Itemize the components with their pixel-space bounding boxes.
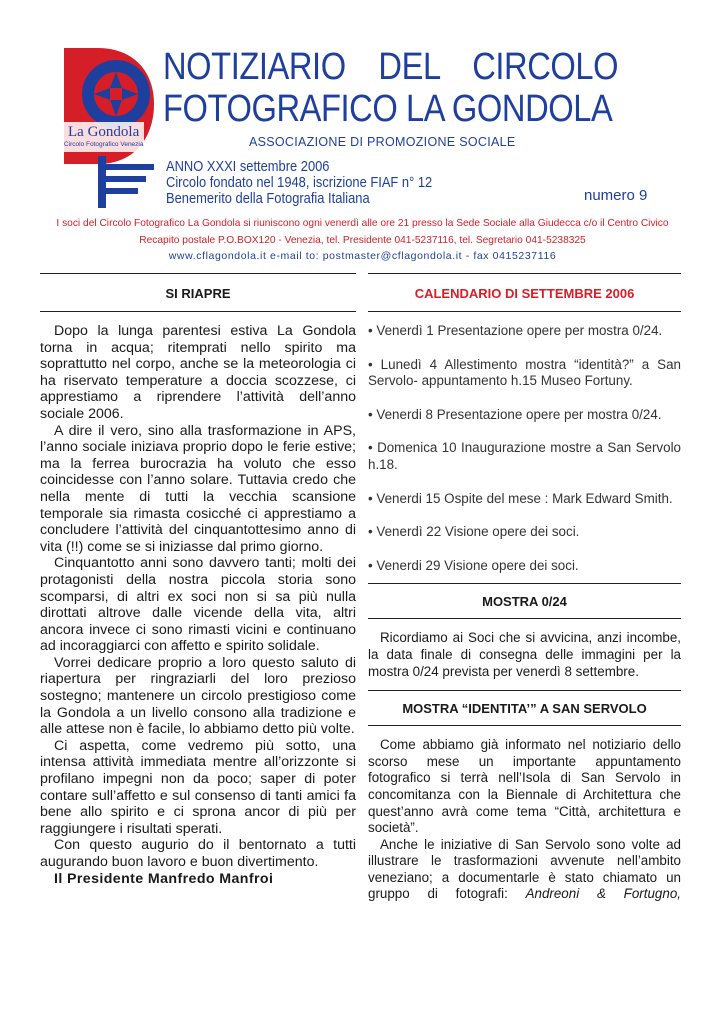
logo-name: La Gondola	[68, 124, 140, 140]
article-paragraph: A dire il vero, sino alla trasformazione in APS, l’anno sociale iniziava proprio dopo le ferie estive; ma la ferrea burocrazia ha voluto che esso coincidesse con l’anno solare. Tuttavia credo che nella mente di tutti la vecchia scansione temporale sia rimasta cosicché ci apprestiamo a concludere l’attività del cinquantottesimo anno di vita (!!) come se si iniziasse dal primo giorno.	[40, 422, 356, 555]
article-paragraph: Dopo la lunga parentesi estiva La Gondola torna in acqua; ritemprati nello spirito ma soprattutto nel corpo, anche se la meteorologia ci ha riservato temperature a doccia scozzese, ci apprestiamo a riprendere l’attività dell’anno sociale 2006.	[40, 323, 356, 422]
info-benemerito: Benemerito della Fotografia Italiana	[166, 190, 370, 207]
section-heading-identita: MOSTRA “IDENTITA’” A SAN SERVOLO	[402, 701, 647, 717]
calendar-item: • Venerdì 1 Presentazione opere per mostra 0/24.	[368, 323, 663, 338]
title-line-2: FOTOGRAFICO LA GONDOLA	[163, 88, 613, 130]
calendar-item: • Venerdi 15 Ospite del mese : Mark Edward Smith.	[368, 490, 673, 506]
section-heading-si-riapre: SI RIAPRE	[165, 286, 231, 301]
contact-line: www.cflagondola.it e-mail to: postmaster@cflagondola.it - fax 0415237116	[168, 250, 557, 262]
right-column	[368, 273, 681, 903]
mostra-paragraph: Ricordiamo ai Soci che si avvicina, anzi incombe, la data finale di consegna delle immagini per la mostra 0/24 prevista per venerdì 8 settembre.	[368, 630, 681, 679]
meeting-line: I soci del Circolo Fotografico La Gondola si riuniscono ogni venerdì alle ore 21 presso la Sede Sociale alla Giudecca c/o il Centro Civico	[56, 218, 669, 229]
calendar-item: • Lunedì 4 Allestimento mostra “identità?” a San Servolo- appuntamento h.15 Museo Fortuny.	[368, 356, 681, 389]
article-paragraph: Cinquantotto anni sono davvero tanti; molti dei protagonisti della nostra piccola storia sono scomparsi, di altri ex soci non si sa più nulla dirottati altrove dalle vicende della vita, altri ancora invece ci sono rimasti vicini e continuano ad incoraggiarci con affetto e spirito solidale.	[40, 555, 356, 655]
calendar-item: • Venerdi 29 Visione opere dei soci.	[368, 557, 579, 573]
left-column	[40, 273, 356, 887]
address-line: Recapito postale P.O.BOX120 - Venezia, tel. Presidente 041-5237116, tel. Segretario 041-5238325	[139, 235, 586, 246]
article-paragraph: Ci aspetta, come vedremo più sotto, una intensa attività immediata mentre all’orizzonte si profilano impegni non da poco; saper di poter contare sull’affetto e sul consenso di tanti amici fa bene allo spirito e ci sprona ancor di più per raggiungere i risultati sperati.	[40, 737, 356, 837]
signature: Il Presidente Manfredo Manfroi	[54, 870, 274, 887]
calendar-item: • Venerdi 8 Presentazione opere per mostra 0/24.	[368, 406, 662, 422]
logo-subtext: Circolo Fotografico Venezia	[64, 141, 144, 148]
article-paragraph: Con questo augurio do il bentornato a tutti augurando buon lavoro e buon divertimento.	[40, 837, 356, 870]
calendar-item: • Venerdì 22 Visione opere dei soci.	[368, 524, 580, 540]
info-year: ANNO XXXI settembre 2006	[166, 158, 330, 175]
identita-paragraph: Come abbiamo già informato nel notiziario dello scorso mese un importante appuntamento fotografico si terrà nell’Isola di San Servolo in concomitanza con la Biennale di Architettura che quest’anno avrà come tema “Città, architettura e società”.	[368, 737, 681, 836]
photographers-names: Andreoni & Fortugno,	[525, 886, 681, 902]
section-heading-mostra-024: MOSTRA 0/24	[482, 594, 567, 610]
calendar-item: • Domenica 10 Inaugurazione mostre a San Servolo h.18.	[368, 440, 681, 472]
subtitle: ASSOCIAZIONE DI PROMOZIONE SOCIALE	[249, 135, 516, 149]
identita-text: Anche le iniziative di San Servolo sono volte ad illustrare le trasformazioni avvenute nell’ambito veneziano; a documentarle è stato chiamato un gruppo di fotografi:	[368, 836, 681, 902]
issue-number: numero 9	[584, 187, 648, 204]
identita-paragraph	[368, 837, 681, 903]
article-paragraph: Vorrei dedicare proprio a loro questo saluto di riapertura per ringraziarli del loro prezioso sostegno; mantenere un circolo prestigioso come la Gondola a un livello consono alla tradizione e alle attese non è facile, lo abbiamo detto più volte.	[40, 654, 356, 738]
title-line-1: NOTIZIARIO DEL CIRCOLO	[163, 46, 619, 88]
info-founded: Circolo fondato nel 1948, iscrizione FIAF n° 12	[166, 174, 433, 191]
club-logo	[58, 44, 158, 214]
section-heading-calendar: CALENDARIO DI SETTEMBRE 2006	[414, 286, 635, 301]
